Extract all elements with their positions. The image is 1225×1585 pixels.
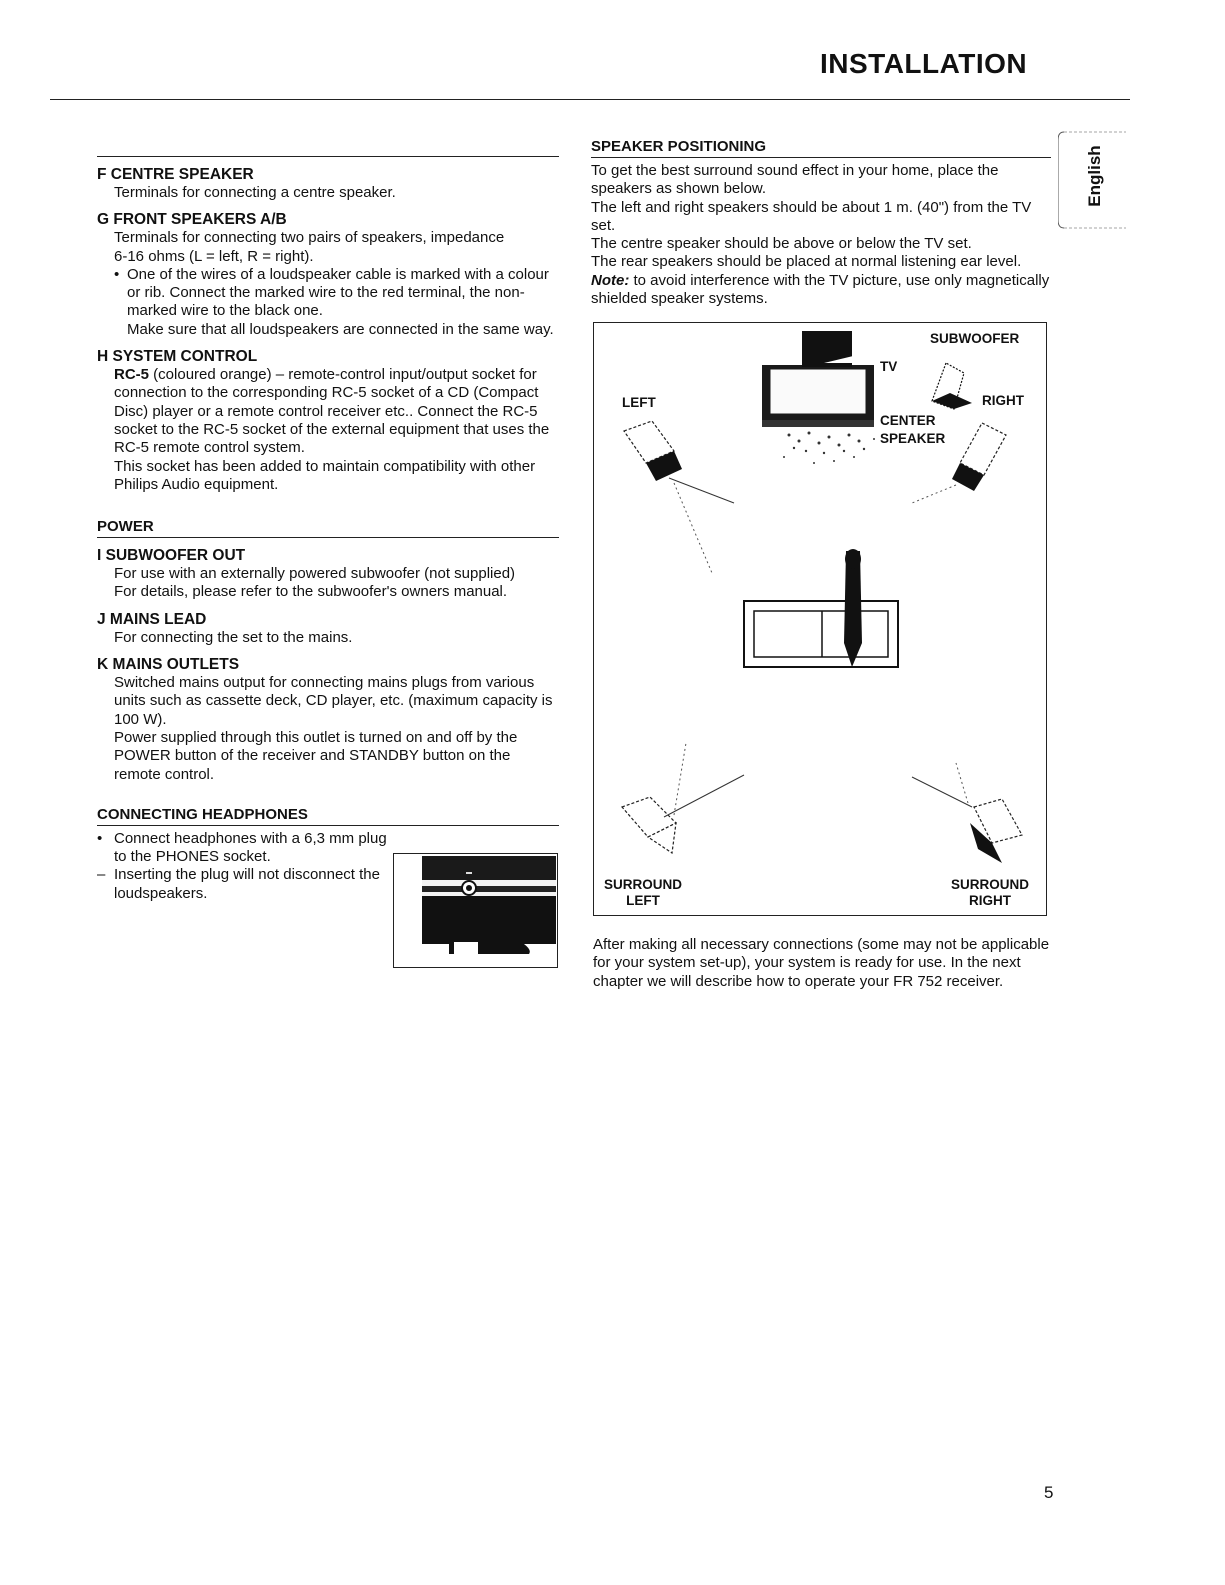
speaker-note [591, 272, 1051, 309]
bullet-dot: • [97, 829, 103, 847]
page-number: 5 [1044, 1483, 1054, 1502]
item-title-k: K MAINS OUTLETS [97, 656, 240, 674]
item-title-h: H SYSTEM CONTROL [97, 348, 258, 366]
headphones-bullet-2 [97, 866, 389, 903]
speaker-text-3: The centre speaker should be above or below the TV set. [591, 235, 972, 253]
item-text-i-1: For use with an externally powered subwoofer (not supplied) [114, 565, 516, 583]
rc5-label: RC-5 [114, 366, 150, 384]
speaker-positioning-heading: SPEAKER POSITIONING [591, 138, 1051, 158]
speaker-label: SPEAKER [880, 431, 946, 446]
sofa-listener-icon [744, 549, 898, 667]
phones-socket-drawing [394, 854, 556, 966]
bullet-dash: – [97, 866, 106, 884]
item-title-f: F CENTRE SPEAKER [97, 166, 254, 183]
item-text-k-2: Power supplied through this outlet is turned on and off by the POWER button of the receiver and STANDBY button on the remote control. [114, 728, 518, 783]
item-text-h-extra: This socket has been added to maintain compatibility with other Philips Audio equipment. [114, 457, 536, 493]
headphones-heading: CONNECTING HEADPHONES [97, 806, 559, 826]
subwoofer-icon [932, 363, 972, 409]
speaker-text-4: The rear speakers should be placed at normal listening ear level. [591, 253, 1022, 271]
section-rule [97, 156, 559, 157]
surround-left-label-2: LEFT [626, 893, 660, 908]
headphones-bullet-2-text: Inserting the plug will not disconnect the loudspeakers. [114, 866, 380, 902]
center-speaker-spray [783, 432, 875, 465]
left-speaker-icon [624, 421, 734, 573]
power-heading: POWER [97, 518, 559, 538]
language-tab [1058, 128, 1128, 232]
surround-left-label-1: SURROUND [603, 877, 682, 892]
right-column [591, 138, 1051, 308]
speaker-diagram-drawing [594, 323, 1048, 917]
bullet-g-cont: Make sure that all loudspeakers are connected in the same way. [127, 320, 554, 338]
item-text-g-2: 6-16 ohms (L = left, R = right). [114, 247, 314, 265]
surround-right-label-1: SURROUND [950, 877, 1029, 892]
page-title: INSTALLATION [820, 48, 1028, 79]
headphones-bullet-1-text: Connect headphones with a 6,3 mm plug to the PHONES socket. [114, 829, 387, 866]
item-title-j: J MAINS LEAD [97, 610, 207, 628]
surround-right-label-2: RIGHT [969, 893, 1011, 908]
rc5-text: (coloured orange) – remote-control input/output socket for connection to the corresponding RC-5 socket of a CD (Compact Disc) player or a remote control receiver etc.. Connect the RC-5 socket to the RC-5 socket of the external equipment that uses the RC-5 remote control system. [114, 366, 550, 457]
left-column [97, 156, 559, 903]
speaker-text-2: The left and right speakers should be about 1 m. (40") from the TV set. [591, 198, 1032, 234]
surround-right-speaker-icon [912, 763, 1022, 863]
language-tab-label: English [1085, 145, 1104, 207]
bullet-g [97, 266, 559, 339]
right-label: RIGHT [982, 393, 1024, 408]
tv-icon [762, 331, 874, 427]
phones-socket-illustration [393, 853, 558, 968]
bullet-dot: • [114, 265, 120, 283]
headphones-bullet-1 [97, 830, 389, 867]
speaker-text-1: To get the best surround sound effect in your home, place the speakers as shown below. [591, 162, 999, 198]
item-title-i: I SUBWOOFER OUT [97, 547, 246, 565]
item-text-g-1: Terminals for connecting two pairs of speakers, impedance [114, 229, 505, 247]
tv-label: TV [880, 359, 898, 374]
speaker-diagram [593, 322, 1047, 916]
subwoofer-label: SUBWOOFER [930, 331, 1020, 346]
item-text-j: For connecting the set to the mains. [114, 628, 353, 646]
surround-left-speaker-icon [622, 743, 744, 853]
item-title-g: G FRONT SPEAKERS A/B [97, 211, 287, 229]
header-rule [50, 99, 1130, 100]
bullet-g-text: One of the wires of a loudspeaker cable is marked with a colour or rib. Connect the marked wire to the red terminal, the non-marked wire to the black one. [127, 265, 549, 320]
left-label: LEFT [622, 395, 656, 410]
note-label: Note: [591, 271, 630, 289]
item-text-f: Terminals for connecting a centre speaker. [114, 184, 396, 201]
item-text-i-2: For details, please refer to the subwoofer's owners manual. [114, 583, 508, 601]
center-label: CENTER [880, 413, 936, 428]
closing-paragraph: After making all necessary connections (some may not be applicable for your system set-up), your system is ready for use. In the next chapter we will describe how to operate your FR 752 receiver. [593, 936, 1050, 990]
item-text-k-1: Switched mains output for connecting mains plugs from various units such as cassette deck, CD player, etc. (maximum capacity is 100 W). [114, 674, 553, 728]
note-text: to avoid interference with the TV picture, use only magnetically shielded speaker systems. [591, 271, 1050, 308]
item-text-h [97, 366, 559, 494]
